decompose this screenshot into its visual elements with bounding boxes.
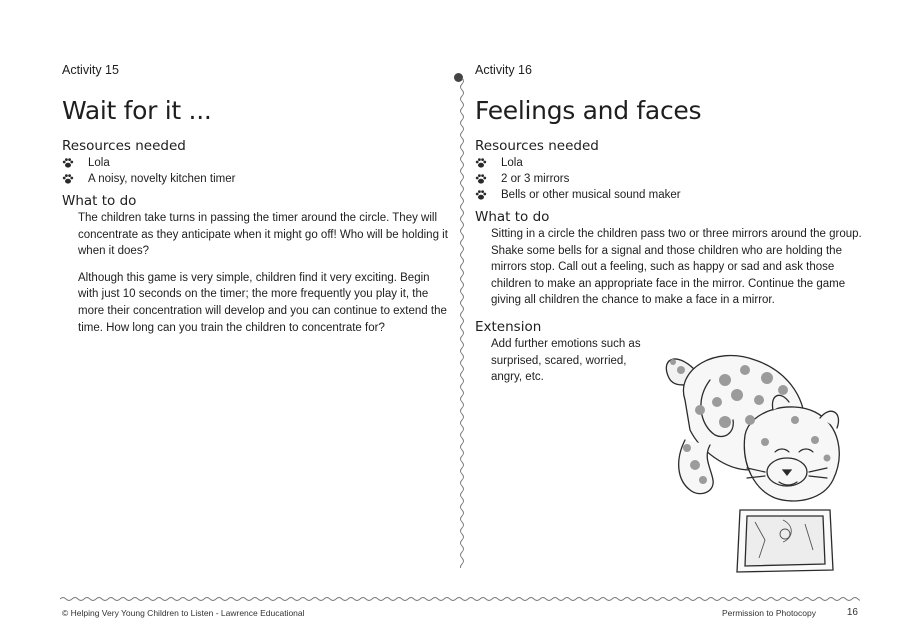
leopard-lola-mirror-illustration bbox=[655, 340, 865, 580]
activity-label: Activity 16 bbox=[475, 63, 532, 77]
paragraph: Although this game is very simple, children find it very exciting. Begin with just 10 seconds on the timer; the more frequently you play it, the more their concentration will develop and you can continue to extend the time. How long can you train the children to concentrate for? bbox=[78, 271, 447, 334]
resources-list bbox=[62, 155, 450, 187]
paw-print-icon bbox=[62, 157, 74, 169]
instructions bbox=[475, 226, 870, 309]
paragraph: The children take turns in passing the timer around the circle. They will concentrate as they anticipate when it might go off! Who will be holding it when it does? bbox=[78, 212, 448, 258]
list-item: Lola bbox=[475, 155, 870, 171]
activity-15-column bbox=[62, 62, 450, 346]
wavy-divider bbox=[459, 78, 465, 568]
resources-heading: Resources needed bbox=[475, 138, 599, 154]
extension-text: Add further emotions such as surprised, scared, worried, angry, etc. bbox=[491, 337, 641, 384]
activity-label: Activity 15 bbox=[62, 63, 119, 77]
list-item: Lola bbox=[62, 155, 450, 171]
paw-print-icon bbox=[475, 173, 487, 185]
footer-permission: Permission to Photocopy bbox=[721, 608, 816, 618]
what-to-do-heading: What to do bbox=[62, 193, 137, 209]
what-to-do-heading: What to do bbox=[475, 209, 550, 225]
instructions bbox=[62, 210, 450, 336]
wavy-footer-rule bbox=[60, 596, 860, 602]
extension-heading: Extension bbox=[475, 318, 542, 335]
paw-print-icon bbox=[62, 173, 74, 185]
activity-title: Feelings and faces bbox=[475, 96, 702, 125]
resources-list bbox=[475, 155, 870, 203]
resources-heading: Resources needed bbox=[62, 138, 186, 154]
list-item: Bells or other musical sound maker bbox=[475, 187, 870, 203]
paw-print-icon bbox=[475, 157, 487, 169]
paw-print-icon bbox=[475, 189, 487, 201]
list-item: 2 or 3 mirrors bbox=[475, 171, 870, 187]
list-item: A noisy, novelty kitchen timer bbox=[62, 171, 450, 187]
activity-title: Wait for it ... bbox=[62, 96, 212, 125]
page-number: 16 bbox=[846, 607, 858, 618]
paragraph: Sitting in a circle the children pass two or three mirrors around the group. Shake some bells for a signal and those children who are holding the mirrors stop. Call out a feeling, such as happy or sad and ask those children to make an appropriate face in the mirror. Continue the game giving all children the chance to make a face in a mirror. bbox=[491, 228, 862, 307]
footer-copyright: © Helping Very Young Children to Listen - Lawrence Educational bbox=[62, 608, 305, 618]
